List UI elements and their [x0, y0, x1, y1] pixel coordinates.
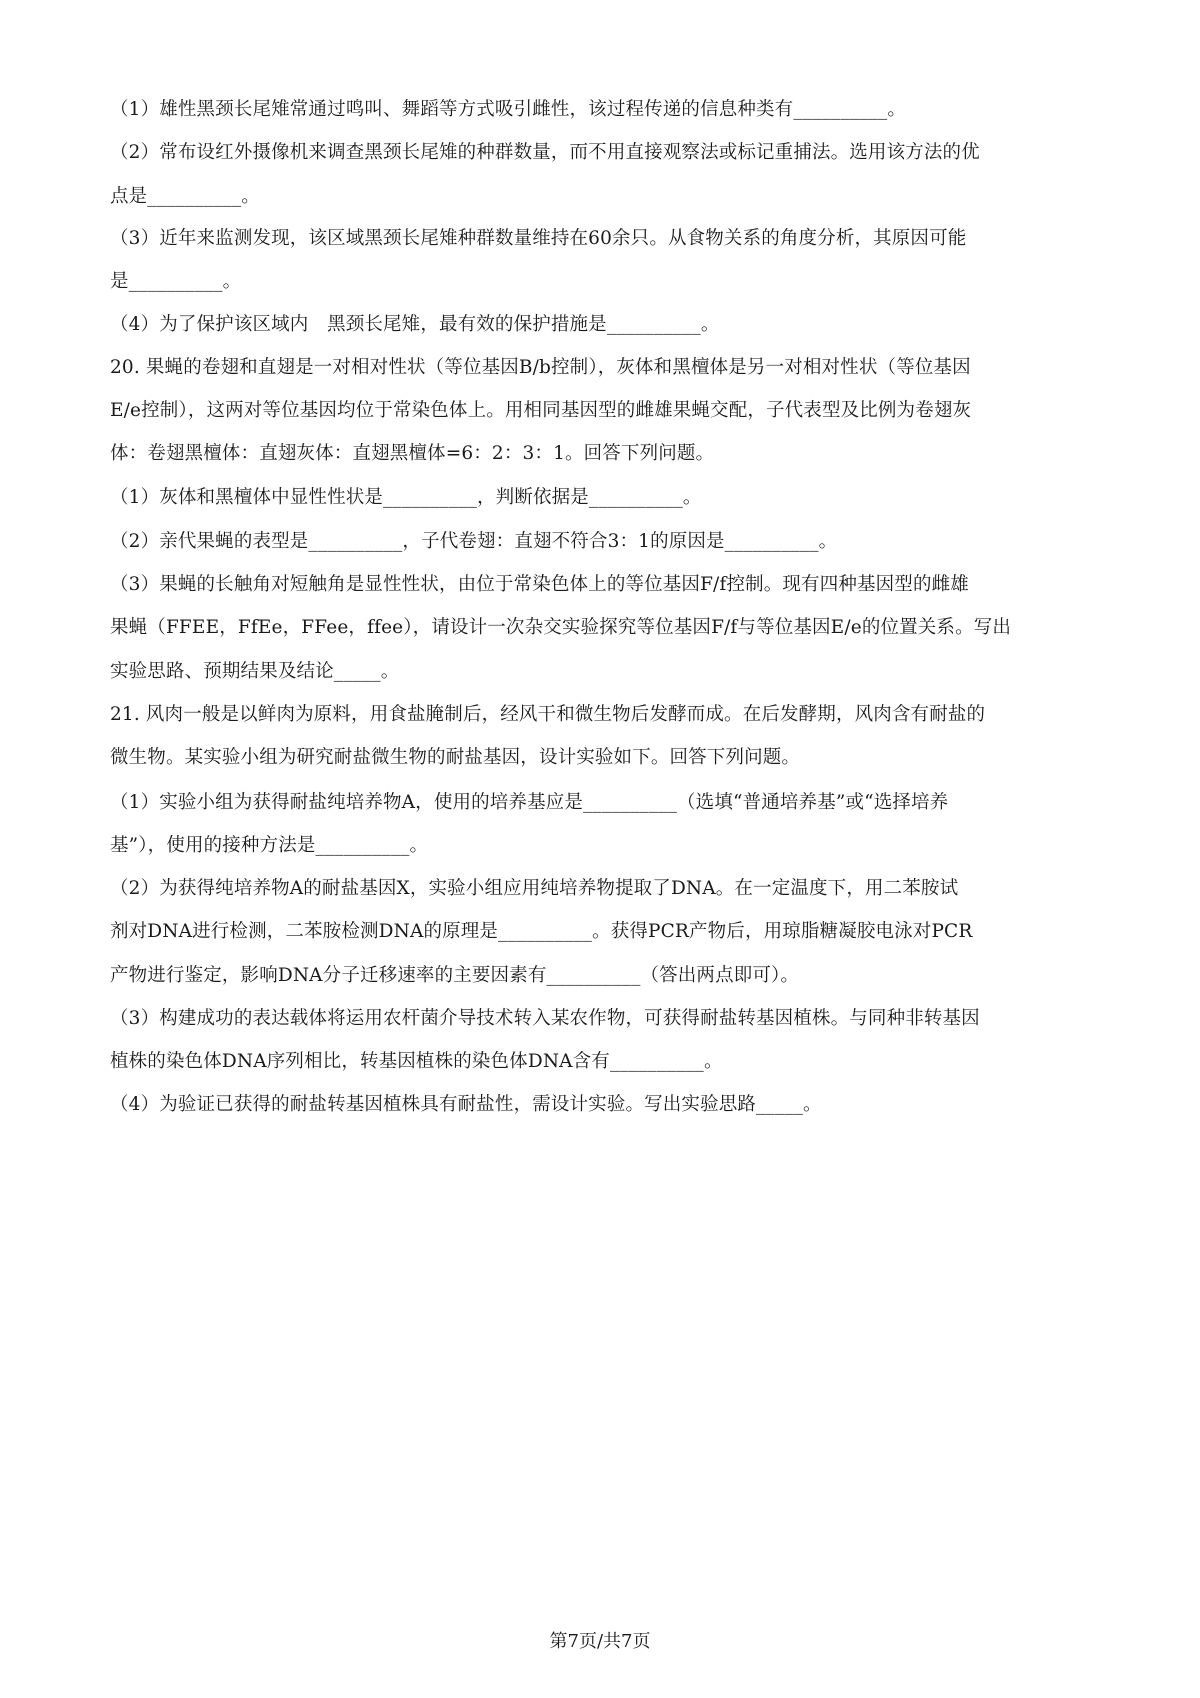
question-20-stem-line-1: 20. 果蝇的卷翅和直翅是一对相对性状（等位基因B/b控制），灰体和黑檀体是另一对相对性状（等位基因: [110, 357, 971, 378]
question-19-part-1: （1）雄性黑颈长尾雉常通过鸣叫、舞蹈等方式吸引雌性，该过程传递的信息种类有__________。: [110, 99, 906, 120]
question-20-stem-line-2: E/e控制），这两对等位基因均位于常染色体上。用相同基因型的雌雄果蝇交配，子代表型及比例为卷翅灰: [110, 400, 972, 421]
question-20-part-3-line-1: （3）果蝇的长触角对短触角是显性性状，由位于常染色体上的等位基因F/f控制。现有四种基因型的雌雄: [110, 574, 969, 595]
question-20-part-2: （2）亲代果蝇的表型是__________，子代卷翅：直翅不符合3：1的原因是__________。: [110, 531, 838, 552]
question-21-part-1-line-2: 基”），使用的接种方法是__________。: [110, 835, 429, 856]
question-19-part-2-line-2: 点是__________。: [110, 186, 260, 207]
question-21-part-1-line-1: （1）实验小组为获得耐盐纯培养物A，使用的培养基应是__________（选填“普通培养基”或“选择培养: [110, 792, 949, 813]
question-19-part-4: （4）为了保护该区域内 黑颈长尾雉，最有效的保护措施是__________。: [110, 314, 720, 335]
question-19-part-3-line-2: 是__________。: [110, 271, 242, 292]
question-20-part-1: （1）灰体和黑檀体中显性性状是__________，判断依据是__________。: [110, 487, 702, 508]
question-21-part-2-line-1: （2）为获得纯培养物A的耐盐基因X，实验小组应用纯培养物提取了DNA。在一定温度下，用二苯胺试: [110, 878, 959, 899]
question-21-part-4: （4）为验证已获得的耐盐转基因植株具有耐盐性，需设计实验。写出实验思路_____。: [110, 1094, 822, 1115]
question-20-part-3-line-2: 果蝇（FFEE，FfEe，FFee，ffee），请设计一次杂交实验探究等位基因F/f与等位基因E/e的位置关系。写出: [110, 617, 1012, 638]
question-21-part-2-line-3: 产物进行鉴定，影响DNA分子迁移速率的主要因素有__________（答出两点即可）。: [110, 965, 800, 986]
page-number: 第7页/共7页: [549, 1631, 651, 1652]
question-19-part-2-line-1: （2）常布设红外摄像机来调查黑颈长尾雉的种群数量，而不用直接观察法或标记重捕法。选用该方法的优: [110, 142, 980, 163]
question-21-part-2-line-2: 剂对DNA进行检测，二苯胺检测DNA的原理是__________。获得PCR产物后，用琼脂糖凝胶电泳对PCR: [110, 921, 973, 942]
question-20-stem-line-3: 体：卷翅黑檀体：直翅灰体：直翅黑檀体=6：2：3：1。回答下列问题。: [110, 443, 715, 464]
question-21-stem-line-1: 21. 风肉一般是以鲜肉为原料，用食盐腌制后，经风干和微生物后发酵而成。在后发酵期，风肉含有耐盐的: [110, 704, 986, 725]
question-21-part-3-line-1: （3）构建成功的表达载体将运用农杆菌介导技术转入某农作物，可获得耐盐转基因植株。与同种非转基因: [110, 1008, 980, 1029]
question-21-part-3-line-2: 植株的染色体DNA序列相比，转基因植株的染色体DNA含有__________。: [110, 1051, 723, 1072]
question-20-part-3-line-3: 实验思路、预期结果及结论_____。: [110, 661, 400, 682]
question-21-stem-line-2: 微生物。某实验小组为研究耐盐微生物的耐盐基因，设计实验如下。回答下列问题。: [110, 747, 801, 768]
question-19-part-3-line-1: （3）近年来监测发现，该区域黑颈长尾雉种群数量维持在60余只。从食物关系的角度分析，其原因可能: [110, 228, 967, 249]
